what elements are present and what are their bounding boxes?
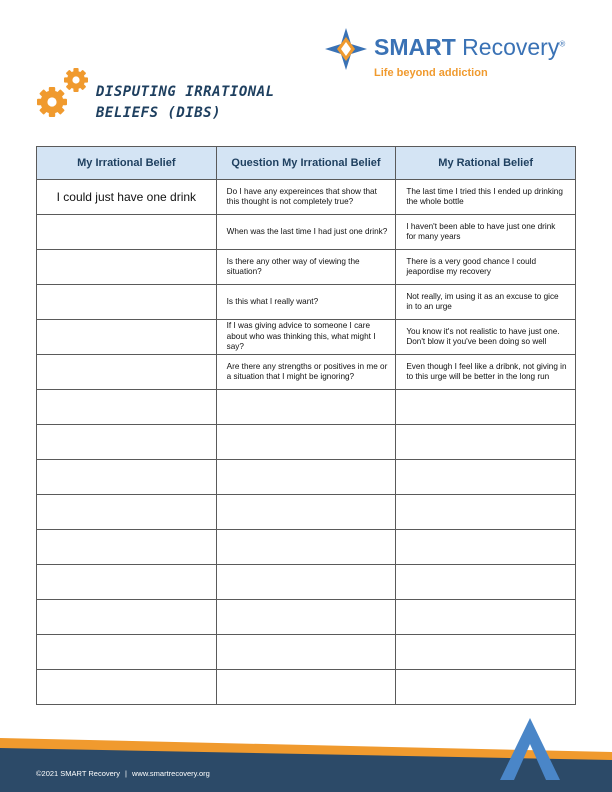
- question-cell[interactable]: [216, 600, 396, 635]
- rational-belief-cell[interactable]: [396, 390, 576, 425]
- question-cell[interactable]: [216, 460, 396, 495]
- triangle-a-icon: [500, 718, 560, 780]
- irrational-belief-cell[interactable]: [37, 635, 217, 670]
- irrational-belief-cell[interactable]: [37, 530, 217, 565]
- table-row: [37, 495, 576, 530]
- table-row: [37, 635, 576, 670]
- question-cell[interactable]: [216, 565, 396, 600]
- table-row: [37, 215, 576, 250]
- irrational-belief-cell[interactable]: [37, 460, 217, 495]
- irrational-belief-cell[interactable]: [37, 285, 217, 320]
- table-row: [37, 460, 576, 495]
- irrational-belief-cell[interactable]: [37, 600, 217, 635]
- table-row: [37, 530, 576, 565]
- rational-belief-cell[interactable]: [396, 425, 576, 460]
- table-row: [37, 425, 576, 460]
- irrational-belief-cell[interactable]: [37, 390, 217, 425]
- question-cell[interactable]: [216, 495, 396, 530]
- footer-text: [36, 769, 210, 778]
- gears-icon: [36, 66, 92, 118]
- rational-belief-cell[interactable]: Even though I feel like a dribnk, not giving in to this urge will be better in the long run: [396, 355, 576, 390]
- table-row: [37, 320, 576, 355]
- question-cell[interactable]: When was the last time I had just one drink?: [216, 215, 396, 250]
- rational-belief-cell[interactable]: I haven't been able to have just one drink for many years: [396, 215, 576, 250]
- rational-belief-cell[interactable]: [396, 600, 576, 635]
- compass-star-icon: [325, 28, 367, 70]
- rational-belief-cell[interactable]: [396, 495, 576, 530]
- irrational-belief-cell[interactable]: [37, 565, 217, 600]
- rational-belief-cell[interactable]: Not really, im using it as an excuse to gice in to an urge: [396, 285, 576, 320]
- column-header-rational-belief: My Rational Belief: [396, 147, 576, 180]
- question-cell[interactable]: Is there any other way of viewing the situation?: [216, 250, 396, 285]
- dibs-worksheet-table: [36, 146, 576, 705]
- table-row: [37, 670, 576, 705]
- table-row: [37, 355, 576, 390]
- question-cell[interactable]: [216, 530, 396, 565]
- rational-belief-cell[interactable]: [396, 530, 576, 565]
- header-row: [37, 147, 576, 180]
- title-line-2: BELIEFS (DIBS): [96, 105, 222, 121]
- registered-mark: ®: [559, 39, 566, 49]
- question-cell[interactable]: [216, 390, 396, 425]
- irrational-belief-cell[interactable]: I could just have one drink: [37, 180, 217, 215]
- table-row: [37, 565, 576, 600]
- rational-belief-cell[interactable]: You know it's not realistic to have just one. Don't blow it you've been doing so well: [396, 320, 576, 355]
- question-cell[interactable]: [216, 670, 396, 705]
- irrational-belief-cell[interactable]: [37, 425, 217, 460]
- irrational-belief-cell[interactable]: [37, 670, 217, 705]
- irrational-belief-cell[interactable]: [37, 215, 217, 250]
- column-header-question-belief: Question My Irrational Belief: [216, 147, 396, 180]
- column-header-irrational-belief: My Irrational Belief: [37, 147, 217, 180]
- brand-name-bold: SMART: [374, 34, 456, 60]
- question-cell[interactable]: Are there any strengths or positives in me or a situation that I might be ignoring?: [216, 355, 396, 390]
- rational-belief-cell[interactable]: The last time I tried this I ended up drinking the whole bottle: [396, 180, 576, 215]
- question-cell[interactable]: If I was giving advice to someone I care about who was thinking this, what might I say?: [216, 320, 396, 355]
- rational-belief-cell[interactable]: [396, 460, 576, 495]
- footer-separator: |: [125, 769, 127, 778]
- rational-belief-cell[interactable]: [396, 635, 576, 670]
- page-title: [96, 82, 275, 124]
- irrational-belief-cell[interactable]: [37, 495, 217, 530]
- rational-belief-cell[interactable]: There is a very good chance I could jeapordise my recovery: [396, 250, 576, 285]
- question-cell[interactable]: Do I have any expereinces that show that this thought is not completely true?: [216, 180, 396, 215]
- brand-name: [374, 34, 565, 61]
- brand-name-regular: Recovery: [462, 34, 560, 60]
- tagline: Life beyond addiction: [374, 67, 488, 79]
- copyright-text: ©2021 SMART Recovery: [36, 769, 121, 778]
- smart-recovery-logo: [325, 28, 585, 82]
- table-row: [37, 390, 576, 425]
- irrational-belief-cell[interactable]: [37, 355, 217, 390]
- table-row: [37, 600, 576, 635]
- rational-belief-cell[interactable]: [396, 670, 576, 705]
- table-row: [37, 250, 576, 285]
- question-cell[interactable]: [216, 635, 396, 670]
- table-row: [37, 285, 576, 320]
- question-cell[interactable]: [216, 425, 396, 460]
- rational-belief-cell[interactable]: [396, 565, 576, 600]
- title-line-1: DISPUTING IRRATIONAL: [96, 84, 275, 100]
- table-row: [37, 180, 576, 215]
- question-cell[interactable]: Is this what I really want?: [216, 285, 396, 320]
- irrational-belief-cell[interactable]: [37, 250, 217, 285]
- irrational-belief-cell[interactable]: [37, 320, 217, 355]
- website-link[interactable]: www.smartrecovery.org: [132, 769, 210, 778]
